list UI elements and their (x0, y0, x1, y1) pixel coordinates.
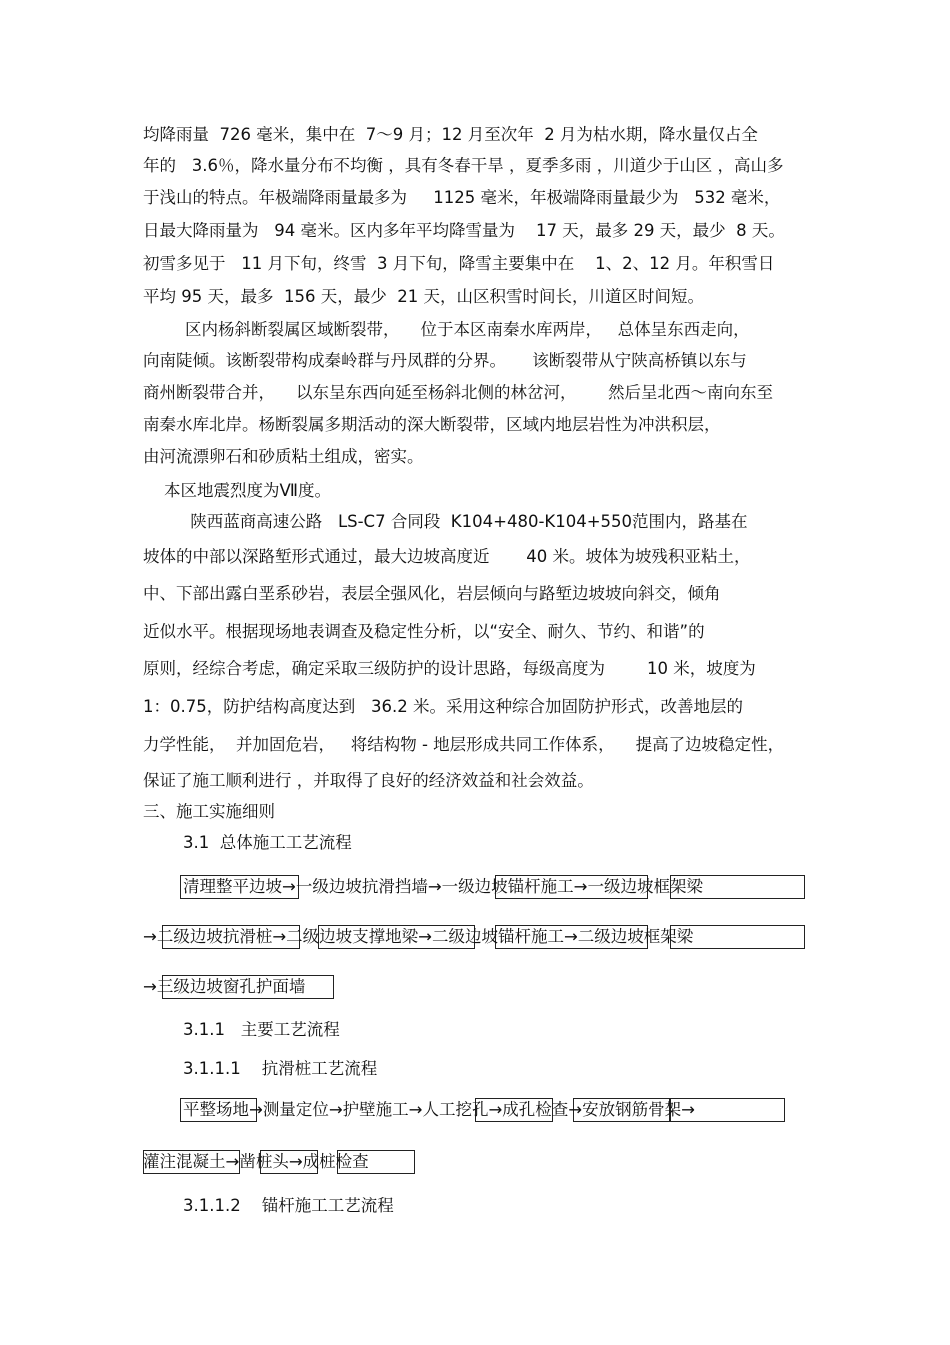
text-line: 1：0.75，防护结构高度达到 36.2 米。采用这种综合加固防护形式，改善地层的 (143, 697, 743, 716)
flow-line: 灌注混凝土→凿桩头→成桩检查 (143, 1152, 369, 1171)
text-line: 年的 3.6％，降水量分布不均衡 ，具有冬春干旱 ，夏季多雨 ，川道少于山区 ，高山多 (143, 156, 784, 175)
text-line: 商州断裂带合并， 以东呈东西向延至杨斜北侧的林岔河， 然后呈北西～南向东至 (143, 383, 773, 402)
text-line: 陕西蓝商高速公路 LS-C7 合同段 K104+480-K104+550范围内，路基在 (143, 512, 748, 531)
text-line: 坡体的中部以深路堑形式通过，最大边坡高度近 40 米。坡体为坡残积亚粘土， (143, 547, 751, 566)
text-line: 力学性能， 并加固危岩， 将结构物 - 地层形成共同工作体系， 提高了边坡稳定性， (143, 735, 785, 754)
section-heading: 三、施工实施细则 (143, 802, 275, 821)
text-line: 近似水平。根据现场地表调查及稳定性分析，以“安全、耐久、节约、和谐”的 (143, 622, 705, 641)
subsection-heading: 3.1 总体施工工艺流程 (183, 833, 352, 852)
subsection-heading: 3.1.1.1 抗滑桩工艺流程 (183, 1059, 378, 1078)
text-line: 区内杨斜断裂属区域断裂带， 位于本区南秦水库两岸， 总体呈东西走向， (143, 320, 750, 339)
text-line: 中、下部出露白垩系砂岩，表层全强风化，岩层倾向与路堑边坡坡向斜交，倾角 (143, 584, 721, 603)
subsection-heading: 3.1.1 主要工艺流程 (183, 1020, 340, 1039)
subsection-heading: 3.1.1.2 锚杆施工工艺流程 (183, 1196, 394, 1215)
flow-line: 清理整平边坡→一级边坡抗滑挡墙→一级边坡锚杆施工→一级边坡框架梁 (183, 877, 703, 896)
text-line: 原则，经综合考虑，确定采取三级防护的设计思路，每级高度为 10 米，坡度为 (143, 659, 756, 678)
text-line: 由河流漂卵石和砂质粘土组成，密实。 (143, 447, 424, 466)
paragraph-seismic: 本区地震烈度为Ⅶ度。 (143, 481, 331, 500)
flow-line: 平整场地→测量定位→护壁施工→人工挖孔→成孔检查→安放钢筋骨架→ (183, 1100, 695, 1119)
text-line: 均降雨量 726 毫米，集中在 7～9 月；12 月至次年 2 月为枯水期，降水量仅占全 (143, 125, 758, 144)
flow-line: →三级边坡窗孔护面墙 (143, 977, 306, 996)
text-line: 初雪多见于 11 月下旬，终雪 3 月下旬，降雪主要集中在 1、2、12 月。年积雪日 (143, 254, 775, 273)
text-line: 平均 95 天，最多 156 天，最少 21 天，山区积雪时间长，川道区时间短。 (143, 287, 704, 306)
text-line: 南秦水库北岸。杨断裂属多期活动的深大断裂带，区域内地层岩性为冲洪积层， (143, 415, 721, 434)
text-line: 保证了施工顺利进行 ，并取得了良好的经济效益和社会效益。 (143, 771, 594, 790)
text-line: 日最大降雨量为 94 毫米。区内多年平均降雪量为 17 天，最多 29 天，最少 8 天。 (143, 221, 785, 240)
text-line: 于浅山的特点。年极端降雨量最多为 1125 毫米，年极端降雨量最少为 532 毫米， (143, 188, 781, 207)
flow-line: →二级边坡抗滑桩→二级边坡支撑地梁→二级边坡锚杆施工→二级边坡框架梁 (143, 927, 694, 946)
text-line: 向南陡倾。该断裂带构成秦岭群与丹凤群的分界。 该断裂带从宁陕高桥镇以东与 (143, 351, 747, 370)
